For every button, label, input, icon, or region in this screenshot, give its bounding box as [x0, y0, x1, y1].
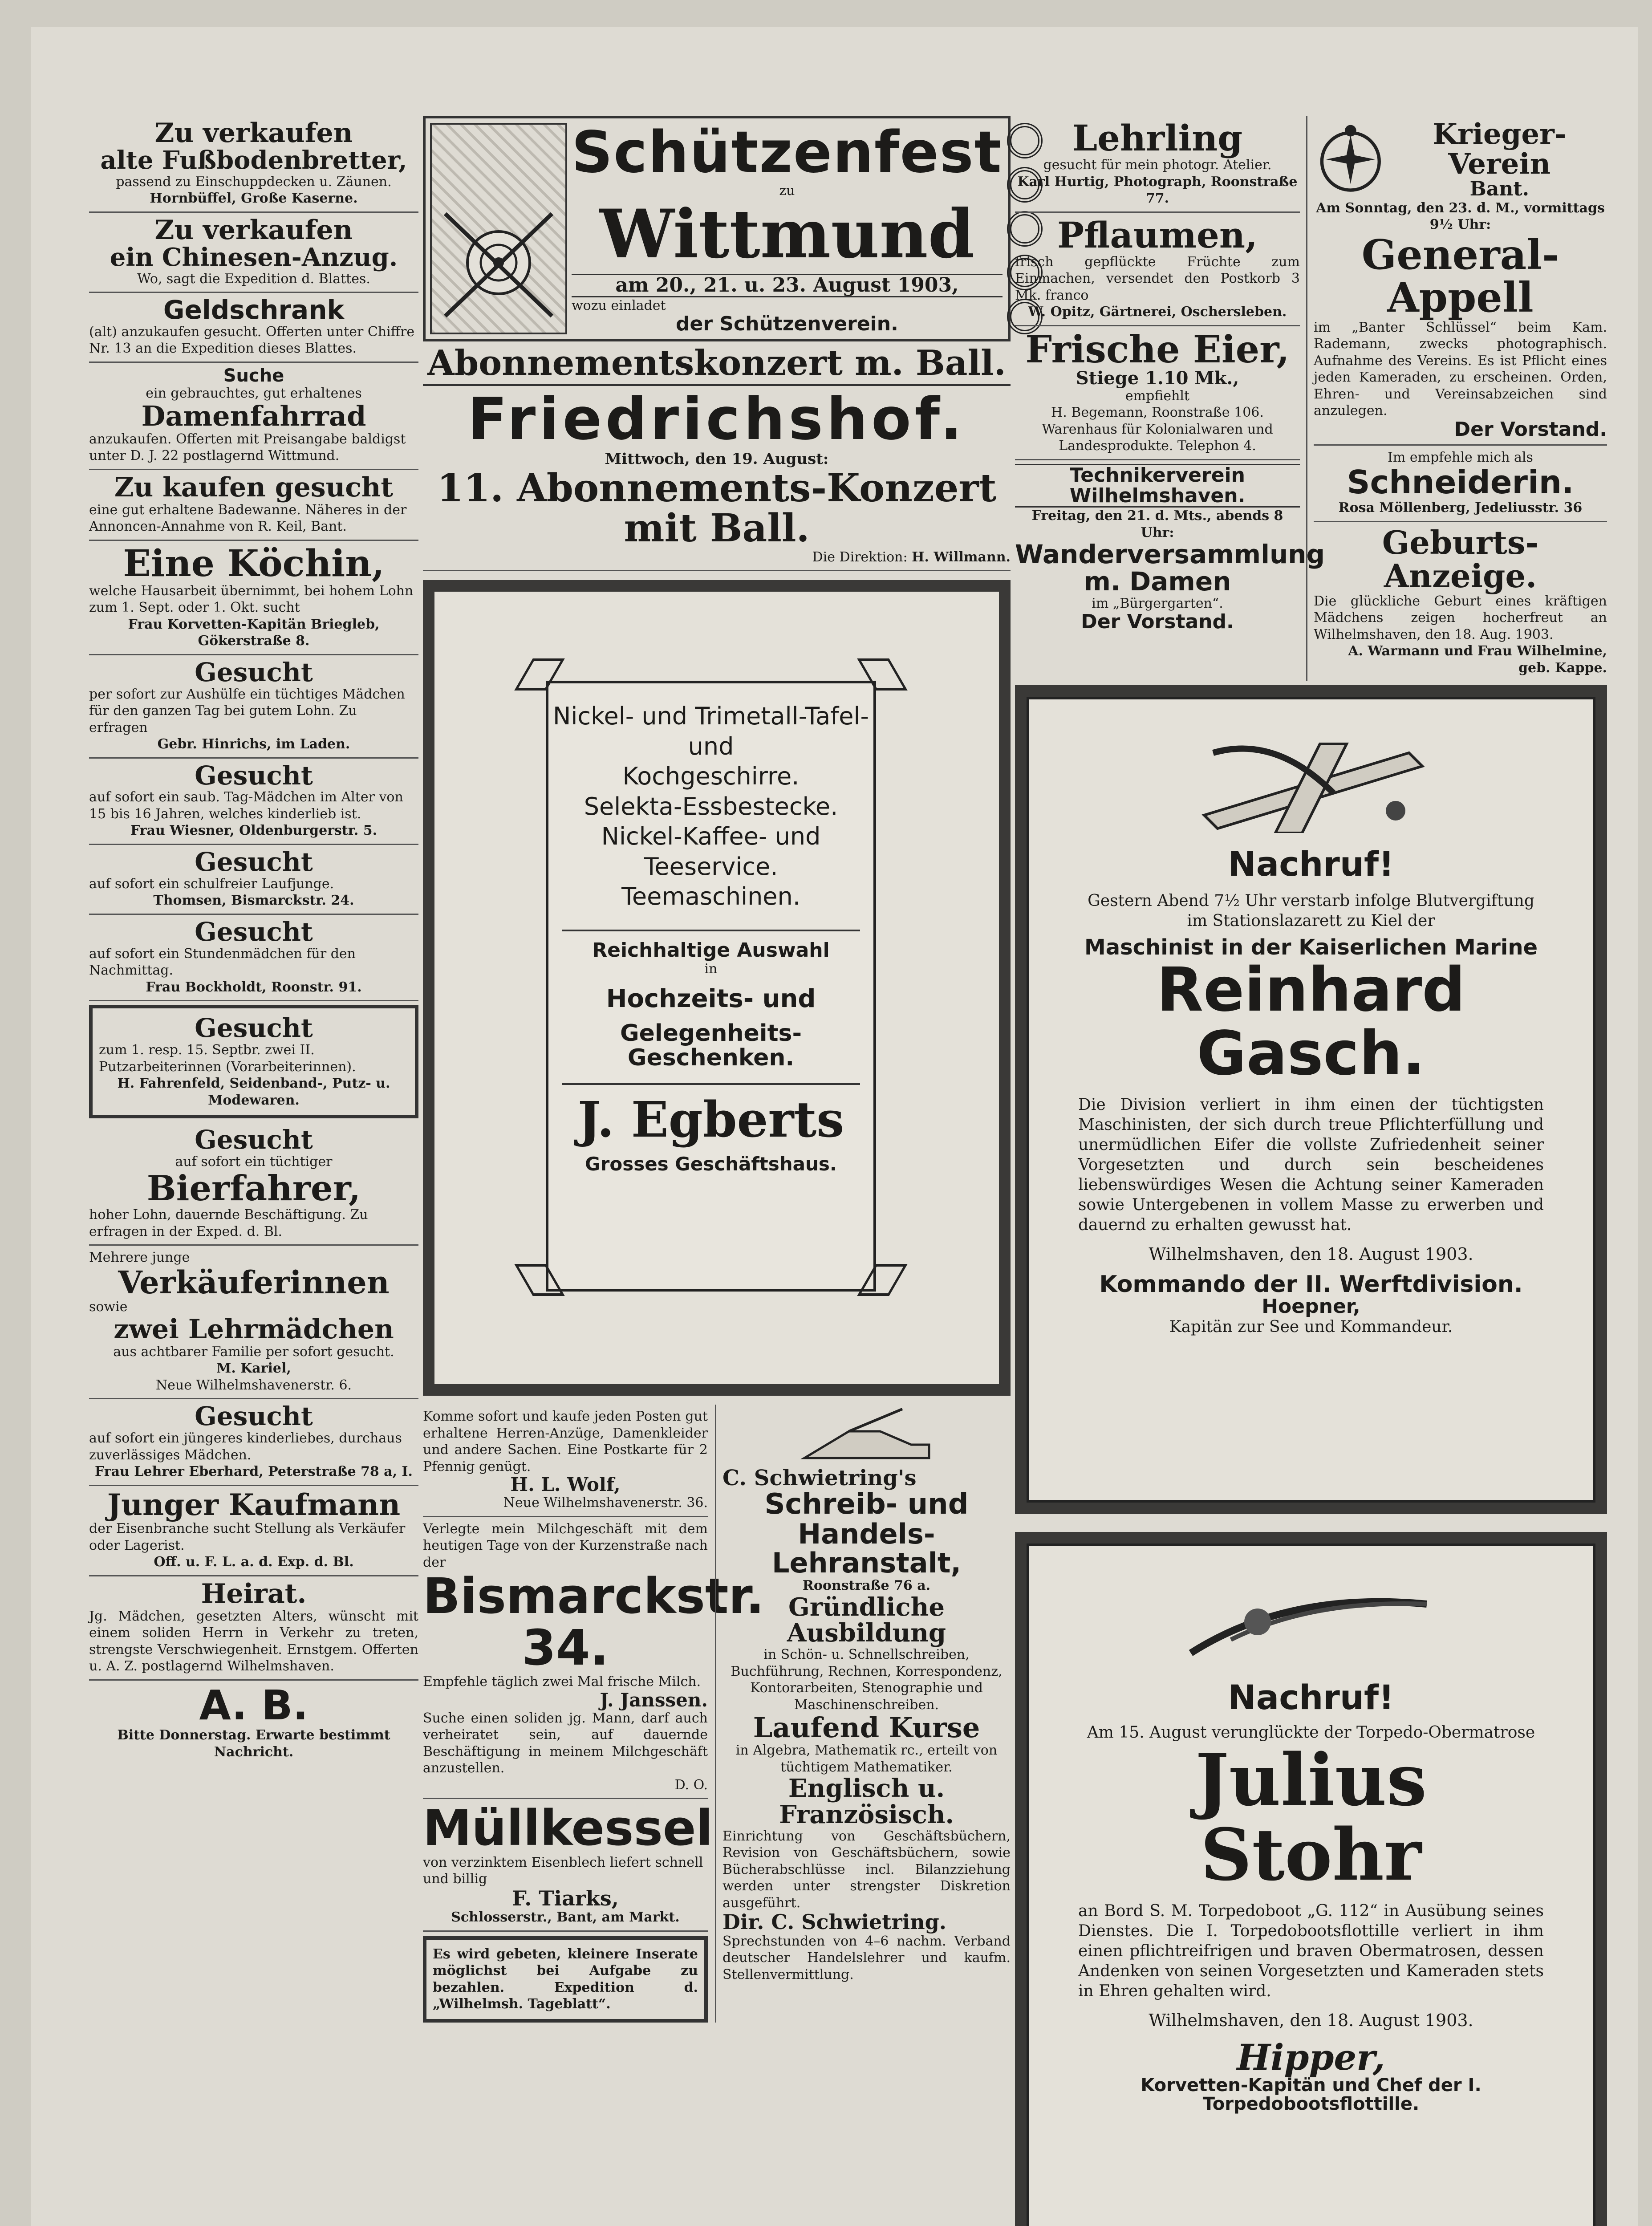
ad-title: Frische Eier, — [1025, 327, 1290, 371]
column-middle — [423, 116, 1011, 2023]
ad-concert — [423, 341, 1011, 571]
ad-sign: Der Vorstand. — [1081, 610, 1234, 634]
wolf-body: Komme sofort und kaufe jeden Posten gut erhaltene Herren-Anzüge, Damenkleider und andere Sachen. Eine Postkarte für 2 Pfennig genügt. — [423, 1409, 708, 1475]
ad-contact: Gebr. Hinrichs, im Laden. — [157, 736, 350, 752]
tiarks-name: F. Tiarks, — [512, 1886, 619, 1910]
ad-body: der Eisenbranche sucht Stellung als Verkäufer oder Lagerist. — [89, 1521, 406, 1553]
concert-sign-name: H. Willmann. — [912, 549, 1011, 565]
ad-wanted-hourly-maid — [89, 915, 418, 1001]
obituary-body: Die Division verliert in ihm einen der tüchtigsten Maschinisten, der sich durch treue Pflichterfüllung und unermüdlichen Eifer die vollste Zufriedenheit seiner Vorgesetzten und durch sein bescheidenes liebenswürdiges Wesen die Achtung seiner Kameraden sowie Untergebenen in vollem Masse zu erwerben und dauernd zu erhalten gewusst hat. — [1078, 1096, 1544, 1234]
egberts-line-4: Nickel-Kaffee- und Teeservice. — [601, 822, 821, 881]
school-name: C. Schwietring's — [722, 1466, 917, 1491]
ad-tiarks — [423, 1799, 713, 1931]
concert-heading: Abonnementskonzert m. Ball. — [427, 343, 1006, 384]
concert-date: Mittwoch, den 19. August: — [605, 450, 829, 468]
ad-body-2: im „Banter Schlüssel“ beim Kam. Rademann, zwecks photographisch. Aufnahme des Vereins. Es ist Pflicht eines jeden Kameraden, zu erscheinen. Orden, Ehren- und Vereinsabzeichen sind anzulegen. — [1314, 319, 1607, 419]
concert-event: 11. Abonnements-Konzert mit Ball. — [437, 466, 997, 551]
ad-contact: Off. u. F. L. a. d. Exp. d. Bl. — [154, 1554, 354, 1570]
concert-sign — [423, 549, 1011, 566]
festival-dates: am 20., 21. u. 23. August 1903, — [572, 274, 1003, 297]
ad-body: auf sofort ein Stundenmädchen für den Nachmittag. — [89, 946, 356, 979]
ad-body: Am Sonntag, den 23. d. M., vormittags 9½ Uhr: — [1316, 200, 1605, 233]
obituary-title: Nachruf! — [1228, 844, 1394, 884]
school-heading-3: Englisch u. Französisch. — [779, 1774, 954, 1829]
ad-body: zum 1. resp. 15. Septbr. zwei II. Putzarbeiterinnen (Vorarbeiterinnen). — [99, 1042, 356, 1075]
obituary-name: Reinhard Gasch. — [1157, 955, 1465, 1089]
ad-wanted-maid — [89, 655, 418, 759]
ad-date: Freitag, den 21. d. Mts., abends 8 Uhr: — [1031, 508, 1283, 540]
ad-price: Stiege 1.10 Mk., — [1076, 367, 1239, 389]
egberts-line-6: Reichhaltige Auswahl — [592, 938, 830, 962]
ad-intro: Im empfehle mich als — [1388, 449, 1533, 465]
ad-body: passend zu Einschuppdecken u. Zäunen. — [116, 174, 392, 190]
egberts-line-8: Hochzeits- und — [606, 984, 816, 1014]
ad-school — [715, 1405, 1011, 2022]
ad-contact: M. Kariel, — [216, 1361, 291, 1377]
school-address: Roonstraße 76 a. — [802, 1578, 931, 1594]
ad-veterans — [1314, 116, 1607, 446]
ad-place: Bant. — [1469, 178, 1529, 201]
ad-merchant — [89, 1486, 418, 1576]
ad-subtitle: zwei Lehrmädchen — [114, 1313, 394, 1345]
obituary-name: Julius Stohr — [1195, 1738, 1427, 1897]
ad-body: ein gebrauchtes, gut erhaltenes — [146, 385, 362, 401]
ad-title: Eine Köchin, — [123, 542, 385, 585]
lower-middle-left — [423, 1405, 764, 2022]
egberts-subtitle: Grosses Geschäftshaus. — [585, 1153, 837, 1175]
newspaper-page — [31, 27, 1638, 2226]
ad-wanted-nanny — [89, 1399, 418, 1486]
ad-body: Wo, sagt die Expedition d. Blattes. — [137, 271, 370, 287]
column-left — [89, 116, 418, 1765]
school-body-3: Einrichtung von Geschäftsbüchern, Revision von Geschäftsbüchern, sowie Bücherabschlüsse incl. Bilanzziehung werden unter strengster Diskretion ausgeführt. — [722, 1828, 1011, 1911]
festival-host: der Schützenverein. — [676, 313, 898, 336]
obituary-sign: Kommando der II. Werftdivision. — [1099, 1271, 1523, 1298]
crossed-rifles-icon — [432, 196, 565, 329]
ad-contact: Frau Korvetten-Kapitän Briegleb, Gökerstraße 8. — [128, 616, 380, 649]
obituary-rank: Maschinist in der Kaiserlichen Marine — [1084, 935, 1538, 960]
ad-place: im „Bürgergarten“. — [1092, 595, 1223, 611]
ad-title: Pflaumen, — [1057, 214, 1258, 256]
ad-body: welche Hausarbeit übernimmt, bei hohem Lohn zum 1. Sept. oder 1. Okt. sucht — [89, 583, 414, 616]
ad-apprentice — [1015, 116, 1300, 213]
ad-body: Bitte Donnerstag. Erwarte bestimmt Nachricht. — [117, 1727, 390, 1760]
ad-wanted-beer-driver — [89, 1123, 418, 1246]
ad-body: (alt) anzukaufen gesucht. Offerten unter Chiffre Nr. 13 an die Expedition dieses Blattes. — [89, 324, 415, 357]
festival-invite: wozu einladet — [572, 297, 666, 313]
ad-egberts — [423, 580, 1011, 1396]
ad-wolf — [423, 1405, 708, 1517]
obituary-date: Wilhelmshaven, den 18. August 1903. — [1149, 1244, 1473, 1264]
festival-place: Wittmund — [599, 195, 975, 273]
ad-title: Gesucht — [195, 846, 313, 877]
egberts-line-1: Nickel- und Trimetall-Tafel- und — [553, 702, 869, 760]
school-title-2: Handels-Lehranstalt, — [771, 1517, 962, 1579]
ad-title: Gesucht — [195, 1401, 313, 1432]
column-right — [1015, 116, 1607, 2226]
obituary-stohr — [1015, 1532, 1607, 2226]
ad-safe — [89, 293, 418, 363]
school-body-4: Sprechstunden von 4–6 nachm. Verband deutscher Handelslehrer und kaufm. Stellenvermittlung. — [722, 1933, 1011, 1982]
ad-wanted-daymaid — [89, 759, 418, 845]
top-right-ads — [1015, 116, 1607, 681]
janssen-body-2: Empfehle täglich zwei Mal frische Milch. — [423, 1674, 701, 1690]
egberts-line-7: in — [704, 961, 718, 977]
janssen-sig: D. O. — [674, 1777, 708, 1793]
ad-contact-2: Neue Wilhelmshavenerstr. 6. — [155, 1377, 352, 1393]
ad-title: Zu verkaufen — [154, 214, 353, 246]
tiarks-address: Schlosserstr., Bant, am Markt. — [451, 1909, 680, 1925]
ad-subtitle: ein Chinesen-Anzug. — [110, 242, 398, 272]
school-signature: Dir. C. Schwietring. — [722, 1910, 946, 1934]
ad-bicycle — [89, 363, 418, 470]
obituary-intro: Gestern Abend 7½ Uhr verstarb infolge Blutvergiftung im Stationslazarett zu Kiel der — [1088, 892, 1534, 930]
writing-hand-icon — [796, 1405, 938, 1467]
ad-technicians — [1015, 460, 1325, 637]
school-title-1: Schreib- und — [764, 1487, 969, 1521]
ad-body: per sofort zur Aushülfe ein tüchtiges Mädchen für den ganzen Tag bei gutem Lohn. Zu erfragen — [89, 686, 405, 735]
ad-body-2: hoher Lohn, dauernde Beschäftigung. Zu erfragen in der Exped. d. Bl. — [89, 1207, 368, 1239]
ad-intro: Mehrere junge — [89, 1250, 190, 1266]
ad-title: Zu verkaufen — [154, 118, 353, 149]
ad-title: Zu kaufen gesucht — [114, 471, 394, 503]
ad-body: auf sofort ein jüngeres kinderliebes, durchaus zuverlässiges Mädchen. — [89, 1430, 402, 1463]
ad-body: frisch gepflückte Früchte zum Einmachen, versendet den Postkorb 3 Mk. franco — [1015, 254, 1300, 303]
ad-marriage — [89, 1576, 418, 1681]
ad-wanted-errand-boy — [89, 845, 418, 915]
ad-title: Technikerverein Wilhelmshaven. — [1015, 464, 1300, 508]
ad-subtitle: Bierfahrer, — [146, 1168, 361, 1209]
ad-shooting-festival — [423, 116, 1011, 341]
palm-wreath-icon — [1177, 1573, 1445, 1662]
ad-ab — [89, 1681, 418, 1765]
obituary-gasch — [1015, 685, 1607, 1514]
obituary-sign-3: Kapitän zur See und Kommandeur. — [1169, 1318, 1453, 1336]
egberts-line-3: Selekta-Essbestecke. — [584, 792, 838, 821]
ad-body: auf sofort ein saub. Tag-Mädchen im Alter von 15 bis 16 Jahren, welches kinderlieb ist. — [89, 789, 403, 822]
ad-event: Wanderversammlung m. Damen — [1015, 539, 1325, 597]
school-heading-1: Gründliche Ausbildung — [787, 1592, 946, 1648]
top-right-left — [1015, 116, 1325, 681]
ad-chinese-suit — [89, 213, 418, 293]
concert-venue: Friedrichshof. — [467, 385, 966, 453]
ad-sign: A. Warmann und Frau Wilhelmine, geb. Kappe. — [1348, 643, 1607, 676]
ad-title: Gesucht — [195, 916, 313, 947]
egberts-line-5: Teemaschinen. — [621, 882, 800, 911]
ad-contact: Frau Wiesner, Oldenburgerstr. 5. — [130, 823, 377, 839]
ad-body: Jg. Mädchen, gesetzten Alters, wünscht mit einem soliden Herrn in Verkehr zu treten, strengste Verschwiegenheit. Ernstgem. Offerten u. A. Z. postlagernd Wilhelmshaven. — [89, 1608, 418, 1674]
ad-title: Geburts-Anzeige. — [1382, 523, 1539, 595]
obituary-sign-2: Korvetten-Kapitän und Chef der I. Torpedobootsflottille. — [1141, 2075, 1482, 2114]
egberts-panel — [546, 681, 876, 1292]
festival-zu: zu — [779, 183, 795, 199]
tiarks-body: von verzinktem Eisenblech liefert schnell und billig — [423, 1854, 703, 1887]
ad-contact: W. Opitz, Gärtnerei, Oschersleben. — [1028, 304, 1287, 320]
ad-title: Geldschrank — [163, 295, 345, 325]
tiarks-title: Müllkessel — [423, 1799, 713, 1857]
ad-cook — [89, 541, 418, 655]
cross-wreath-icon — [1186, 726, 1436, 833]
ad-contact: Rosa Möllenberg, Jedeliusstr. 36 — [1338, 500, 1583, 516]
janssen-body-3: Suche einen soliden jg. Mann, darf auch verheiratet sein, auf dauernde Beschäftigung in meinem Milchgeschäft anzustellen. — [423, 1710, 708, 1776]
ad-title: Krieger-Verein — [1433, 118, 1567, 181]
janssen-body: Verlegte mein Milchgeschäft mit dem heutigen Tage von der Kurzenstraße nach der — [423, 1521, 708, 1570]
ad-title: Gesucht — [195, 1013, 313, 1044]
ad-body: Die glückliche Geburt eines kräftigen Mädchens zeigen hocherfreut an Wilhelmshaven, den 18. Aug. 1903. — [1314, 593, 1607, 642]
school-body-2: in Algebra, Mathematik rc., erteilt von tüchtigem Mathematiker. — [735, 1743, 998, 1775]
ad-payment-notice — [423, 1936, 708, 2023]
school-heading-2: Laufend Kurse — [753, 1711, 980, 1744]
obituary-intro: Am 15. August verunglückte der Torpedo-Obermatrose — [1087, 1723, 1535, 1742]
ad-floorboards — [89, 116, 418, 213]
ad-title: Schneiderin. — [1347, 463, 1574, 501]
obituary-body: an Bord S. M. Torpedoboot „G. 112“ in Ausübung seines Dienstes. Die I. Torpedobootsflottille verliert in ihm einen pflichtreifrigen und braven Obermatrosen, dessen Andenken von seinen Vorgesetzten und Kameraden stets in Ehren gehalten wird. — [1078, 1902, 1544, 2001]
ad-saleswomen — [89, 1246, 418, 1399]
ad-contact: Hornbüffel, Große Kaserne. — [150, 191, 358, 207]
ad-contact: H. Fahrenfeld, Seidenband-, Putz- u. Modewaren. — [117, 1076, 390, 1108]
ad-body: eine gut erhaltene Badewanne. Näheres in der Annoncen-Annahme von R. Keil, Bant. — [89, 502, 407, 535]
school-body-1: in Schön- u. Schnellschreiben, Buchführung, Rechnen, Korrespondenz, Kontorarbeiten, Stenographie und Maschinenschreiben. — [731, 1647, 1003, 1713]
ad-subtitle: alte Fußbodenbretter, — [100, 146, 407, 175]
ad-bathtub — [89, 470, 418, 541]
ad-contact: Frau Bockholdt, Roonstr. 91. — [146, 979, 362, 995]
ad-birth — [1314, 522, 1607, 681]
lower-middle-ads — [423, 1405, 1011, 2022]
egberts-line-2: Kochgeschirre. — [622, 762, 800, 791]
ad-contact: H. Begemann, Roonstraße 106. Warenhaus für Kolonialwaren und Landesprodukte. Telephon 4. — [1042, 405, 1273, 454]
egberts-line-9: Gelegenheits-Geschenken. — [620, 1020, 802, 1071]
notice-body: Es wird gebeten, kleinere Inserate möglichst bei Aufgabe zu bezahlen. Expedition d. „Wilhelmsh. Tageblatt“. — [433, 1946, 698, 2012]
ad-contact: Thomsen, Bismarckstr. 24. — [153, 893, 354, 909]
janssen-address: Bismarckstr. 34. — [423, 1568, 764, 1676]
obituary-date: Wilhelmshaven, den 18. August 1903. — [1149, 2011, 1473, 2031]
concert-sign-label: Die Direktion: — [812, 549, 908, 565]
ad-body: auf sofort ein tüchtiger — [175, 1154, 333, 1170]
ad-title: Gesucht — [195, 1125, 313, 1155]
wolf-name: H. L. Wolf, — [510, 1474, 621, 1496]
ad-title: Gesucht — [195, 760, 313, 791]
ad-body: aus achtbarer Familie per sofort gesucht. — [113, 1344, 394, 1360]
ad-subtitle: Damenfahrrad — [141, 400, 366, 433]
ad-title: Gesucht — [195, 657, 313, 687]
ad-mid: sowie — [89, 1299, 128, 1315]
ad-eggs — [1015, 326, 1300, 460]
ad-janssen — [423, 1517, 764, 1799]
wolf-address: Neue Wilhelmshavenerstr. 36. — [503, 1495, 708, 1511]
ad-title: Junger Kaufmann — [107, 1487, 401, 1522]
obituary-sign: Hipper, — [1237, 2036, 1385, 2078]
veterans-emblem-icon — [1314, 119, 1388, 199]
top-right-right — [1306, 116, 1607, 681]
ad-sign: Der Vorstand. — [1454, 418, 1607, 441]
festival-title: Schützenfest — [572, 119, 1003, 186]
ad-title: A. B. — [199, 1681, 308, 1729]
ad-title: Heirat. — [201, 1578, 307, 1609]
ad-body-2: anzukaufen. Offerten mit Preisangabe baldigst unter D. J. 22 postlagernd Wittmund. — [89, 431, 406, 464]
ad-title: Verkäuferinnen — [118, 1263, 390, 1301]
ad-body: auf sofort ein schulfreier Laufjunge. — [89, 876, 334, 892]
ad-big: General-Appell — [1361, 230, 1559, 322]
ad-body: empfiehlt — [1125, 388, 1190, 404]
ad-title: Suche — [223, 365, 284, 386]
ad-seamstress — [1314, 446, 1607, 522]
egberts-name: J. Egberts — [577, 1091, 844, 1149]
ad-wanted-milliners — [89, 1001, 418, 1123]
obituary-sign-2: Hoepner, — [1262, 1295, 1360, 1318]
obituary-title: Nachruf! — [1228, 1678, 1394, 1718]
ad-plums — [1015, 213, 1300, 326]
janssen-name: J. Janssen. — [600, 1689, 708, 1711]
ad-contact: Karl Hurtig, Photograph, Roonstraße 77. — [1017, 174, 1298, 206]
ad-title: Lehrling — [1072, 117, 1243, 159]
ad-body: gesucht für mein photogr. Atelier. — [1043, 157, 1272, 173]
ad-contact: Frau Lehrer Eberhard, Peterstraße 78 a, I. — [95, 1464, 413, 1480]
festival-illustration — [430, 123, 567, 334]
